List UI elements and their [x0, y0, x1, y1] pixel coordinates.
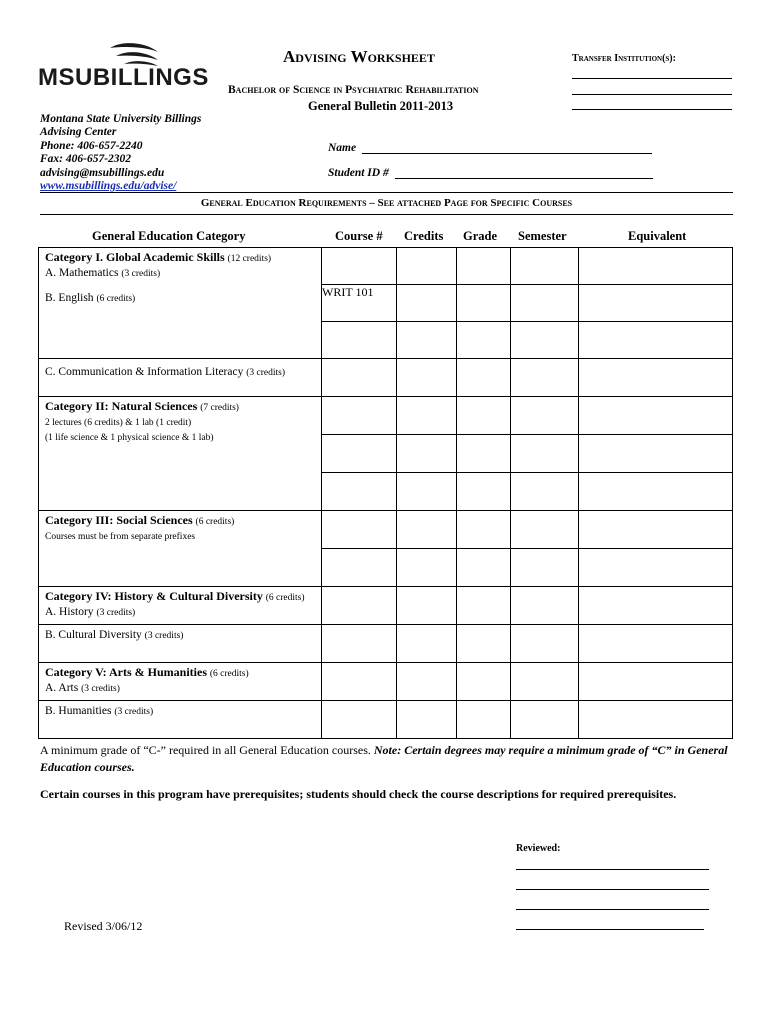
credits-cell[interactable]	[397, 587, 457, 625]
table-row	[39, 511, 733, 549]
requirements-table	[38, 247, 733, 739]
category-v-cell	[39, 663, 322, 701]
course-cell[interactable]	[322, 625, 397, 663]
equivalent-cell[interactable]	[579, 397, 733, 435]
category-i-cell	[39, 248, 322, 285]
semester-cell[interactable]	[511, 359, 579, 397]
course-cell[interactable]	[322, 511, 397, 549]
semester-cell[interactable]	[511, 248, 579, 285]
course-cell[interactable]	[322, 663, 397, 701]
equivalent-cell[interactable]	[579, 587, 733, 625]
equivalent-cell[interactable]	[579, 625, 733, 663]
equivalent-cell[interactable]	[579, 549, 733, 587]
advising-center: Advising Center	[40, 126, 117, 139]
semester-cell[interactable]	[511, 397, 579, 435]
semester-cell[interactable]	[511, 625, 579, 663]
equivalent-cell[interactable]	[579, 285, 733, 322]
col-grade: Grade	[463, 229, 498, 243]
grade-cell[interactable]	[457, 322, 511, 359]
credits-cell[interactable]	[397, 511, 457, 549]
divider-bottom	[40, 214, 733, 215]
humanities-credits: (3 credits)	[114, 707, 154, 717]
contact-block	[40, 113, 201, 193]
transfer-line-1[interactable]	[572, 78, 732, 79]
grade-cell[interactable]	[457, 285, 511, 322]
col-category: General Education Category	[92, 229, 246, 243]
course-cell[interactable]	[322, 701, 397, 739]
semester-cell[interactable]	[511, 285, 579, 322]
student-id-field[interactable]	[395, 166, 653, 179]
category-ii-title: Category II: Natural Sciences	[45, 399, 198, 413]
credits-cell[interactable]	[397, 663, 457, 701]
cultural-diversity-cell	[39, 625, 322, 663]
category-iii-credits: (6 credits)	[195, 517, 235, 527]
semester-cell[interactable]	[511, 701, 579, 739]
credits-cell[interactable]	[397, 285, 457, 322]
category-i-title: Category I. Global Academic Skills	[45, 250, 225, 264]
revised-date: Revised 3/06/12	[64, 919, 143, 933]
communication-credits: (3 credits)	[246, 368, 285, 378]
reviewed-label: Reviewed:	[516, 843, 561, 854]
semester-cell[interactable]	[511, 473, 579, 511]
logo-wordmark: MSUBILLINGS	[38, 64, 209, 91]
cultural-diversity-credits: (3 credits)	[144, 631, 184, 641]
reviewed-line-4[interactable]	[516, 929, 704, 930]
semester-cell[interactable]	[511, 549, 579, 587]
category-v-credits: (6 credits)	[209, 669, 249, 679]
course-cell[interactable]	[322, 322, 397, 359]
math-credits: (3 credits)	[121, 269, 161, 279]
category-ii-credits: (7 credits)	[200, 403, 239, 413]
table-row	[39, 587, 733, 625]
reviewed-line-2[interactable]	[516, 889, 709, 890]
grade-cell[interactable]	[457, 701, 511, 739]
table-row	[39, 285, 733, 322]
org-name: Montana State University Billings	[40, 113, 202, 125]
msu-billings-logo	[38, 64, 209, 92]
col-credits: Credits	[404, 229, 444, 243]
bulletin-year: General Bulletin 2011-2013	[308, 99, 454, 113]
fax-number: Fax: 406-657-2302	[40, 153, 132, 166]
grade-footnote	[40, 742, 740, 776]
category-ii-cell	[39, 397, 322, 511]
equivalent-cell[interactable]	[579, 473, 733, 511]
semester-cell[interactable]	[511, 322, 579, 359]
name-label: Name	[328, 142, 357, 154]
course-cell[interactable]	[322, 248, 397, 285]
communication-label: C. Communication & Information Literacy	[45, 366, 244, 378]
english-credits: (6 credits)	[96, 293, 136, 304]
grade-cell[interactable]	[457, 549, 511, 587]
category-iv-cell	[39, 587, 322, 625]
name-field[interactable]	[362, 141, 652, 154]
col-semester: Semester	[518, 229, 567, 243]
col-equivalent: Equivalent	[628, 229, 687, 243]
grade-cell[interactable]	[457, 359, 511, 397]
prerequisite-notice: Certain courses in this program have prerequisites; students should check the course descriptions for required prerequisites.	[40, 787, 677, 801]
footnote-note: Note: Certain degrees may require a minimum grade of “C” in General Education courses.	[40, 743, 728, 774]
phone-number: Phone: 406-657-2240	[40, 139, 143, 152]
english-label: B. English	[45, 291, 94, 304]
communication-cell	[39, 359, 322, 397]
grade-cell[interactable]	[457, 473, 511, 511]
grade-cell[interactable]	[457, 435, 511, 473]
cultural-diversity-label: B. Cultural Diversity	[45, 629, 142, 641]
equivalent-cell[interactable]	[579, 359, 733, 397]
student-id-label: Student ID #	[328, 167, 389, 179]
reviewed-line-1[interactable]	[516, 869, 709, 870]
name-row	[328, 141, 652, 154]
transfer-line-3[interactable]	[572, 109, 732, 110]
grade-cell[interactable]	[457, 511, 511, 549]
arts-label: A. Arts	[45, 682, 79, 694]
website-link[interactable]: www.msubillings.edu/advise/	[40, 180, 177, 193]
credits-cell[interactable]	[397, 435, 457, 473]
category-iii-note: Courses must be from separate prefixes	[45, 532, 196, 542]
student-id-row	[328, 166, 653, 179]
credits-cell[interactable]	[397, 625, 457, 663]
credits-cell[interactable]	[397, 473, 457, 511]
col-course: Course #	[335, 229, 383, 243]
category-iv-credits: (6 credits)	[265, 593, 305, 603]
course-cell-writ101[interactable]: WRIT 101	[322, 285, 397, 322]
equivalent-cell[interactable]	[579, 701, 733, 739]
equivalent-cell[interactable]	[579, 511, 733, 549]
grade-cell[interactable]	[457, 625, 511, 663]
course-cell[interactable]	[322, 587, 397, 625]
humanities-cell	[39, 701, 322, 739]
grade-cell[interactable]	[457, 248, 511, 285]
semester-cell[interactable]	[511, 511, 579, 549]
transfer-line-2[interactable]	[572, 94, 732, 95]
table-row	[39, 701, 733, 739]
table-row	[39, 359, 733, 397]
history-label: A. History	[45, 606, 94, 618]
equivalent-cell[interactable]	[579, 663, 733, 701]
category-iv-title: Category IV: History & Cultural Diversity	[45, 589, 263, 603]
table-row	[39, 248, 733, 285]
history-credits: (3 credits)	[96, 608, 136, 618]
semester-cell[interactable]	[511, 435, 579, 473]
course-cell[interactable]	[322, 549, 397, 587]
section-heading: General Education Requirements – See attached Page for Specific Courses	[200, 197, 573, 209]
reviewed-line-3[interactable]	[516, 909, 709, 910]
english-cell	[39, 285, 322, 359]
page-title: Advising Worksheet	[283, 47, 435, 66]
arts-credits: (3 credits)	[81, 684, 120, 694]
humanities-label: B. Humanities	[45, 705, 112, 717]
grade-cell[interactable]	[457, 587, 511, 625]
course-cell[interactable]	[322, 397, 397, 435]
credits-cell[interactable]	[397, 322, 457, 359]
semester-cell[interactable]	[511, 587, 579, 625]
credits-cell[interactable]	[397, 701, 457, 739]
credits-cell[interactable]	[397, 549, 457, 587]
semester-cell[interactable]	[511, 663, 579, 701]
course-cell[interactable]	[322, 435, 397, 473]
math-label: A. Mathematics	[45, 267, 119, 279]
equivalent-cell[interactable]	[579, 322, 733, 359]
grade-cell[interactable]	[457, 397, 511, 435]
category-iii-title: Category III: Social Sciences	[45, 513, 193, 527]
category-ii-note1: 2 lectures (6 credits) & 1 lab (1 credit)	[45, 418, 192, 428]
category-i-credits: (12 credits)	[227, 254, 272, 264]
credits-cell[interactable]	[397, 397, 457, 435]
credits-cell[interactable]	[397, 359, 457, 397]
degree-subtitle: Bachelor of Science in Psychiatric Rehabilitation	[228, 84, 479, 96]
course-cell[interactable]	[322, 359, 397, 397]
category-v-title: Category V: Arts & Humanities	[45, 665, 207, 679]
category-iii-cell	[39, 511, 322, 587]
equivalent-cell[interactable]	[579, 248, 733, 285]
table-row	[39, 625, 733, 663]
table-row	[39, 663, 733, 701]
transfer-institution-label: Transfer Institution(s):	[572, 53, 676, 64]
table-row	[39, 397, 733, 435]
email-address: advising@msubillings.edu	[40, 166, 165, 179]
grade-cell[interactable]	[457, 663, 511, 701]
divider-top	[40, 192, 733, 193]
footnote-plain: A minimum grade of “C-” required in all General Education courses.	[40, 743, 374, 757]
credits-cell[interactable]	[397, 248, 457, 285]
course-cell[interactable]	[322, 473, 397, 511]
category-ii-note2: (1 life science & 1 physical science & 1 lab)	[45, 433, 214, 443]
equivalent-cell[interactable]	[579, 435, 733, 473]
